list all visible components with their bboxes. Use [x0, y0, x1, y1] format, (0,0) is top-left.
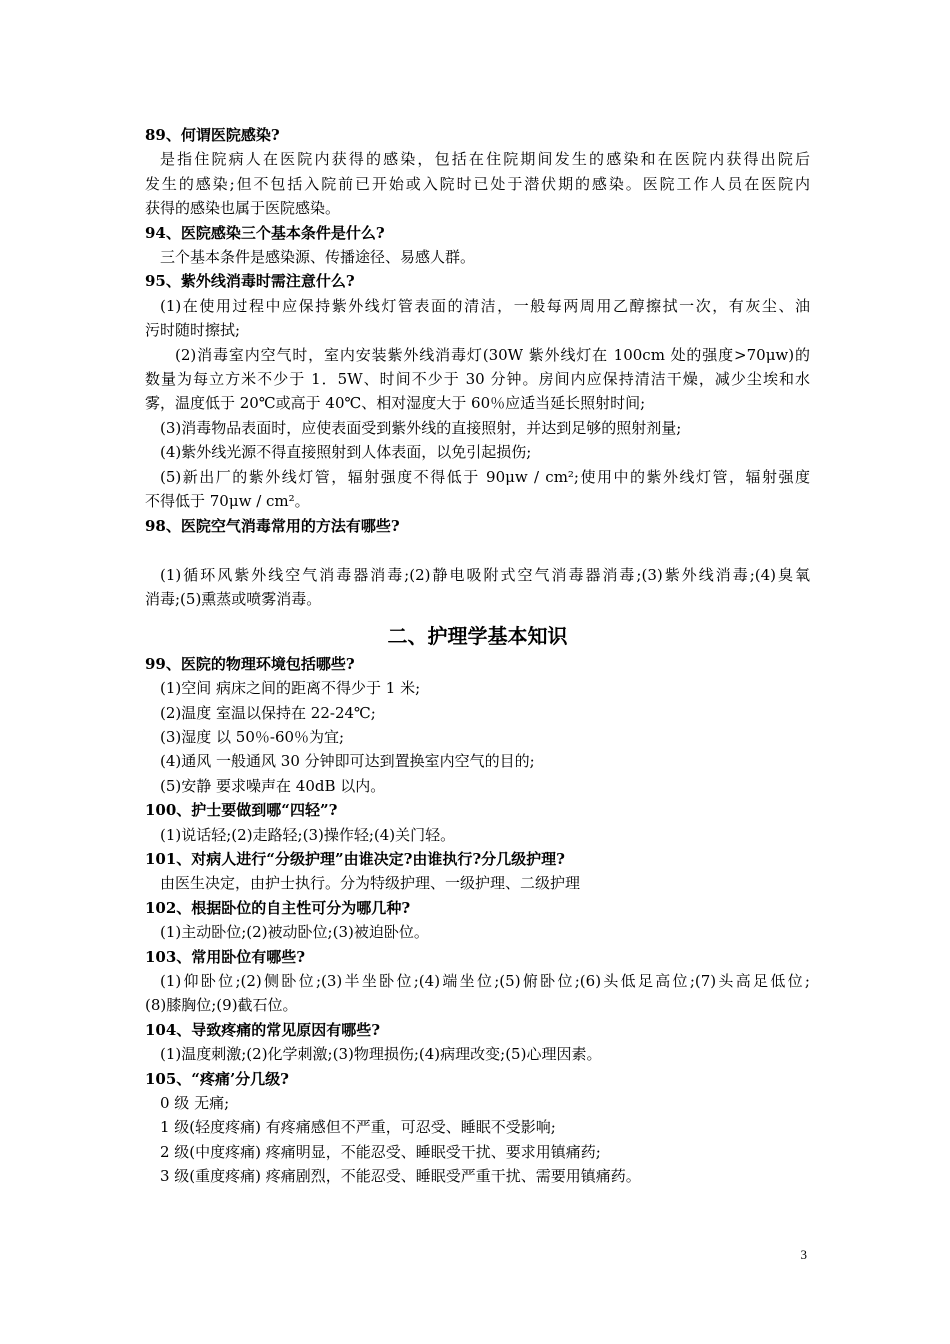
question-heading: 94、医院感染三个基本条件是什么?	[145, 223, 385, 242]
question-heading: 101、对病人进行“分级护理”由谁决定?由谁执行?分几级护理?	[145, 849, 565, 868]
answer-text-line: 发生的感染;但不包括入院前已开始或入院时已处于潜伏期的感染。医院工作人员在医院内	[145, 174, 810, 193]
answer-text-line: (1)说话轻;(2)走路轻;(3)操作轻;(4)关门轻。	[160, 825, 456, 844]
answer-text-line: 获得的感染也属于医院感染。	[145, 199, 341, 218]
question-heading: 102、根据卧位的自主性可分为哪几种?	[145, 898, 411, 917]
document-body	[145, 123, 810, 1189]
answer-text-line: 3 级(重度疼痛) 疼痛剧烈，不能忍受、睡眠受严重干扰、需要用镇痛药。	[160, 1167, 641, 1186]
answer-text-line: 是指住院病人在医院内获得的感染，包括在住院期间发生的感染和在医院内获得出院后	[160, 150, 810, 169]
answer-text-line: (1)循环风紫外线空气消毒器消毒;(2)静电吸附式空气消毒器消毒;(3)紫外线消毒;(4)臭氧	[160, 565, 810, 584]
answer-text-line: (8)膝胸位;(9)截石位。	[145, 996, 298, 1015]
answer-text-line: (5)新出厂的紫外线灯管，辐射强度不得低于 90μw / cm²;使用中的紫外线灯管，辐射强度	[160, 467, 810, 486]
question-heading: 104、导致疼痛的常见原因有哪些?	[145, 1020, 381, 1039]
page-number: 3	[800, 1247, 807, 1262]
answer-text-line: (1)仰卧位;(2)侧卧位;(3)半坐卧位;(4)端坐位;(5)俯卧位;(6)头低足高位;(7)头高足低位;	[160, 972, 810, 990]
answer-text-line: 污时随时擦拭;	[145, 321, 241, 340]
answer-text-line: 消毒;(5)熏蒸或喷雾消毒。	[145, 590, 322, 609]
answer-text-line: 三个基本条件是感染源、传播途径、易感人群。	[160, 248, 476, 267]
question-heading: 105、“疼痛’分几级?	[145, 1069, 289, 1088]
section-title: 二、护理学基本知识	[387, 623, 568, 648]
question-heading: 95、紫外线消毒时需注意什么?	[145, 272, 355, 291]
answer-text-line: (1)温度刺激;(2)化学刺激;(3)物理损伤;(4)病理改变;(5)心理因素。	[160, 1045, 602, 1064]
answer-text-line: (2)消毒室内空气时，室内安装紫外线消毒灯(30W 紫外线灯在 100cm 处的强度>70μw)的	[175, 345, 810, 364]
question-heading: 100、护士要做到哪“四轻”?	[145, 801, 338, 820]
answer-text-line: 0 级 无痛;	[160, 1094, 230, 1113]
blank-line	[145, 538, 810, 563]
answer-text-line: (4)通风 一般通风 30 分钟即可达到置换室内空气的目的;	[160, 752, 535, 771]
answer-text-line: (5)安静 要求噪声在 40dB 以内。	[160, 776, 386, 795]
answer-text-line: 2 级(中度疼痛) 疼痛明显，不能忍受、睡眠受干扰、要求用镇痛药;	[160, 1142, 601, 1161]
answer-text-line: 不得低于 70μw / cm²。	[145, 492, 310, 511]
answer-text-line: (1)空间 病床之间的距离不得少于 1 米;	[160, 679, 421, 698]
question-heading: 98、医院空气消毒常用的方法有哪些?	[145, 516, 400, 535]
question-heading: 99、医院的物理环境包括哪些?	[145, 654, 355, 673]
answer-text-line: (1)主动卧位;(2)被动卧位;(3)被迫卧位。	[160, 923, 429, 942]
answer-text-line: 由医生决定，由护士执行。分为特级护理、一级护理、二级护理	[160, 874, 581, 893]
answer-text-line: (1)在使用过程中应保持紫外线灯管表面的清洁，一般每两周用乙醇擦拭一次，有灰尘、油	[160, 296, 810, 315]
question-heading: 103、常用卧位有哪些?	[145, 947, 306, 966]
answer-text-line: 雾，温度低于 20℃或高于 40℃、相对湿度大于 60％应适当延长照射时间;	[145, 394, 646, 413]
question-heading: 89、何谓医院感染?	[145, 126, 280, 144]
answer-text-line: (2)温度 室温以保持在 22-24℃;	[160, 703, 376, 722]
answer-text-line: (3)消毒物品表面时，应使表面受到紫外线的直接照射，并达到足够的照射剂量;	[160, 418, 682, 437]
answer-text-line: 1 级(轻度疼痛) 有疼痛感但不严重，可忍受、睡眠不受影响;	[160, 1118, 556, 1137]
answer-text-line: (4)紫外线光源不得直接照射到人体表面，以免引起损伤;	[160, 443, 532, 462]
answer-text-line: (3)湿度 以 50％-60％为宜;	[160, 727, 345, 746]
answer-text-line: 数量为每立方米不少于 1．5W、时间不少于 30 分钟。房间内应保持清洁干燥，减少尘埃和水	[145, 370, 810, 389]
